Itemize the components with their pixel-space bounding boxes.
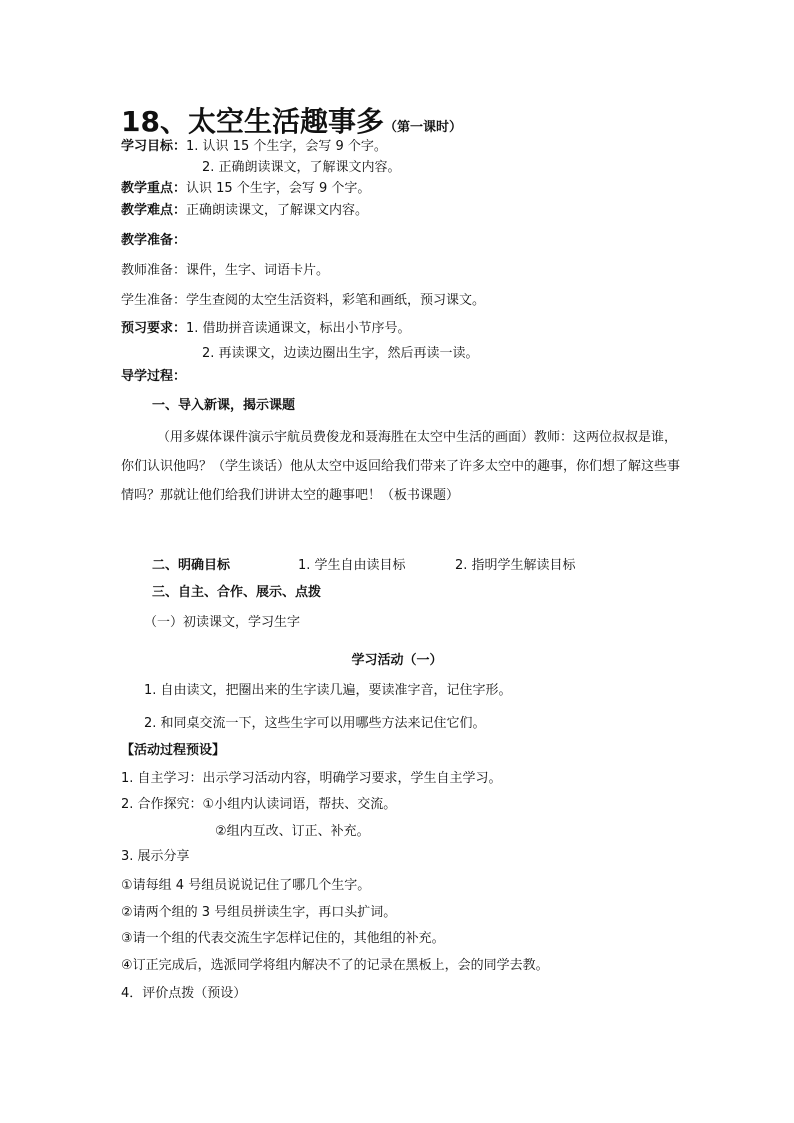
share-item4: ④订正完成后，选派同学将组内解决不了的记录在黑板上，会的同学去教。 bbox=[121, 958, 549, 973]
preset-title: 【活动过程预设】 bbox=[121, 743, 226, 758]
process-label: 导学过程： bbox=[121, 369, 187, 384]
intro-paragraph: （用多媒体课件演示宇航员费俊龙和聂海胜在太空中生活的画面）教师：这两位叔叔是谁，你们认识他吗？（学生谈话）他从太空中返回给我们带来了许多太空中的趣事，你们想了解这些事情吗？那就让他们给我们讲讲太空的趣事吧！（板书课题） bbox=[121, 430, 681, 503]
section2-line bbox=[152, 557, 230, 575]
preset-item2: 2. 合作探究：①小组内认读词语，帮扶、交流。 bbox=[121, 797, 397, 812]
preparation-label: 教学准备： bbox=[121, 233, 187, 248]
activity-title: 学习活动（一） bbox=[351, 653, 443, 668]
section2-item1: 1. 学生自由读目标 bbox=[298, 558, 406, 573]
preview-line1 bbox=[121, 320, 411, 338]
student-prep-line bbox=[121, 292, 485, 310]
teacher-prep-line bbox=[121, 262, 329, 280]
title-sub: （第一课时） bbox=[383, 120, 462, 135]
lesson-title bbox=[121, 100, 462, 140]
preview-item1: 1. 借助拼音读通课文，标出小节序号。 bbox=[186, 321, 411, 336]
objectives-label: 学习目标： bbox=[121, 139, 187, 154]
student-prep-text: 学生查阅的太空生活资料，彩笔和画纸，预习课文。 bbox=[186, 293, 486, 308]
share-item3: ③请一个组的代表交流生字怎样记住的，其他组的补充。 bbox=[121, 931, 445, 946]
difficulty-label: 教学难点： bbox=[121, 203, 187, 218]
preset-item4: 4．评价点拨（预设） bbox=[121, 986, 247, 1001]
sub-section1: （一）初读课文，学习生字 bbox=[144, 615, 301, 630]
teacher-prep-text: 课件，生字、词语卡片。 bbox=[186, 263, 330, 278]
preset-item2b: ②组内互改、订正、补充。 bbox=[215, 824, 370, 839]
share-item2: ②请两个组的 3 号组员拼读生字，再口头扩词。 bbox=[121, 905, 397, 920]
section3-heading: 三、自主、合作、展示、点拨 bbox=[152, 585, 322, 600]
share-item1: ①请每组 4 号组员说说记住了哪几个生字。 bbox=[121, 878, 371, 893]
objectives-item2: 2. 正确朗读课文，了解课文内容。 bbox=[202, 160, 401, 175]
activity-item1: 1. 自由读文，把圈出来的生字读几遍，要读准字音，记住字形。 bbox=[144, 683, 512, 698]
section2-heading: 二、明确目标 bbox=[152, 558, 231, 573]
section1-heading: 一、导入新课，揭示课题 bbox=[152, 398, 296, 413]
student-prep-label: 学生准备： bbox=[121, 293, 187, 308]
key-point-label: 教学重点： bbox=[121, 181, 187, 196]
title-main: 18、太空生活趣事多 bbox=[121, 105, 384, 138]
preset-item3: 3. 展示分享 bbox=[121, 849, 190, 864]
difficulty-text: 正确朗读课文，了解课文内容。 bbox=[186, 203, 369, 218]
key-point-line bbox=[121, 180, 370, 198]
preview-label: 预习要求： bbox=[121, 321, 187, 336]
objectives-item1: 1. 认识 15 个生字，会写 9 个字。 bbox=[186, 139, 387, 154]
difficulty-line bbox=[121, 202, 368, 220]
key-point-text: 认识 15 个生字，会写 9 个字。 bbox=[186, 181, 371, 196]
preview-item2: 2. 再读课文，边读边圈出生字，然后再读一读。 bbox=[202, 346, 479, 361]
section2-item2: 2. 指明学生解读目标 bbox=[455, 558, 576, 573]
teacher-prep-label: 教师准备： bbox=[121, 263, 187, 278]
activity-item2: 2. 和同桌交流一下，这些生字可以用哪些方法来记住它们。 bbox=[144, 716, 486, 731]
objectives-line1 bbox=[121, 138, 387, 156]
preset-item1: 1. 自主学习：出示学习活动内容，明确学习要求，学生自主学习。 bbox=[121, 771, 502, 786]
